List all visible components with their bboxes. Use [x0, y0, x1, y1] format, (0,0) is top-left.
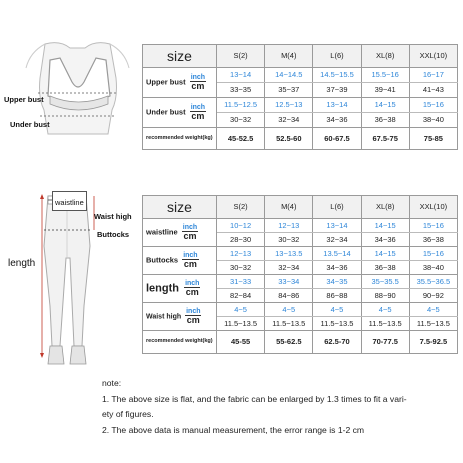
row-length: length inch cm	[143, 275, 217, 303]
table-cell: 39~41	[361, 83, 409, 98]
under-bust-label: Under bust	[10, 120, 50, 129]
table-cell: 14.5~15.5	[313, 68, 361, 83]
table-cell: 15~16	[409, 98, 457, 113]
table-cell: 41~43	[409, 83, 457, 98]
table-cell: 30~32	[217, 261, 265, 275]
upper-bust-label: Upper bust	[4, 95, 44, 104]
table-cell: 36~38	[409, 233, 457, 247]
table-cell: 52.5-60	[265, 128, 313, 150]
notes-title: note:	[102, 378, 122, 388]
table-cell: 12~13	[265, 219, 313, 233]
table-cell: 34~36	[313, 261, 361, 275]
table-cell: 33~35	[217, 83, 265, 98]
table-cell: 37~39	[313, 83, 361, 98]
table-cell: 45-55	[217, 331, 265, 354]
table-cell: 11.5~13.5	[409, 317, 457, 331]
note-2: 2. The above data is manual measurement, the error range is 1-2 cm	[102, 424, 365, 435]
table-cell: 4~5	[409, 303, 457, 317]
table-cell: 15.5~16	[361, 68, 409, 83]
table-cell: 4~5	[313, 303, 361, 317]
table-cell: 90~92	[409, 289, 457, 303]
table-cell: 13~14	[313, 98, 361, 113]
table-cell: 16~17	[409, 68, 457, 83]
row-buttocks: Buttocks inch cm	[143, 247, 217, 275]
table-cell: 32~34	[265, 261, 313, 275]
table-cell: 11.5~12.5	[217, 98, 265, 113]
top-size-table	[142, 44, 458, 150]
header-s: S(2)	[217, 45, 265, 68]
table-cell: 35~35.5	[361, 275, 409, 289]
table-cell: 31~33	[217, 275, 265, 289]
table-cell: 11.5~13.5	[265, 317, 313, 331]
table-cell: 15~16	[409, 247, 457, 261]
table-cell: 84~86	[265, 289, 313, 303]
bottom-size-table	[142, 195, 458, 354]
table-cell: 34~36	[313, 113, 361, 128]
waistline-label: waistline	[55, 198, 84, 207]
header-size: size	[143, 45, 217, 68]
table-cell: 15~16	[409, 219, 457, 233]
table-cell: 14~15	[361, 98, 409, 113]
header-m: M(4)	[265, 196, 313, 219]
leggings-illustration	[34, 186, 100, 372]
table-cell: 35~37	[265, 83, 313, 98]
table-cell: 11.5~13.5	[217, 317, 265, 331]
table-cell: 36~38	[361, 113, 409, 128]
table-cell: 45-52.5	[217, 128, 265, 150]
table-cell: 62.5-70	[313, 331, 361, 354]
header-xl: XL(8)	[361, 45, 409, 68]
table-cell: 4~5	[265, 303, 313, 317]
table-cell: 82~84	[217, 289, 265, 303]
table-cell: 60-67.5	[313, 128, 361, 150]
unit-fraction: inch cm	[186, 308, 201, 325]
table-cell: 35.5~36.5	[409, 275, 457, 289]
row-waist-high: Waist high inch cm	[143, 303, 217, 331]
table-cell: 13~14	[313, 219, 361, 233]
waistline-label-box	[52, 191, 87, 211]
header-xxl: XXL(10)	[409, 196, 457, 219]
table-cell: 38~40	[409, 261, 457, 275]
table-cell: 32~34	[313, 233, 361, 247]
table-cell: 86~88	[313, 289, 361, 303]
row-waistline: waistline inch cm	[143, 219, 217, 247]
header-xxl: XXL(10)	[409, 45, 457, 68]
table-cell: 70-77.5	[361, 331, 409, 354]
unit-fraction: inch cm	[182, 224, 198, 241]
note-1: 1. The above size is flat, and the fabric can be enlarged by 1.3 times to fit a vari-	[102, 393, 407, 404]
header-xl: XL(8)	[361, 196, 409, 219]
table-cell: 32~34	[265, 113, 313, 128]
table-cell: 12~13	[217, 247, 265, 261]
header-m: M(4)	[265, 45, 313, 68]
header-size: size	[143, 196, 217, 219]
table-cell: 11.5~13.5	[361, 317, 409, 331]
notes-section	[102, 376, 452, 438]
table-cell: 13~14	[217, 68, 265, 83]
table-cell: 34~35	[313, 275, 361, 289]
table-cell: 88~90	[361, 289, 409, 303]
table-cell: 30~32	[265, 233, 313, 247]
table-cell: 14~15	[361, 247, 409, 261]
table-cell: 67.5-75	[361, 128, 409, 150]
row-recommended-weight: recommended weight(kg)	[143, 128, 217, 150]
table-cell: 13.5~14	[313, 247, 361, 261]
waist-high-label: Waist high	[94, 212, 132, 221]
unit-fraction: inch cm	[185, 280, 200, 297]
table-cell: 36~38	[361, 261, 409, 275]
header-s: S(2)	[217, 196, 265, 219]
table-cell: 4~5	[361, 303, 409, 317]
header-l: L(6)	[313, 45, 361, 68]
table-cell: 28~30	[217, 233, 265, 247]
length-label: length	[8, 258, 36, 269]
unit-fraction: inch cm	[190, 74, 206, 91]
table-cell: 13~13.5	[265, 247, 313, 261]
table-cell: 14~14.5	[265, 68, 313, 83]
leggings-figure	[34, 186, 100, 372]
table-cell: 11.5~13.5	[313, 317, 361, 331]
row-under-bust: Under bust inch cm	[143, 98, 217, 128]
table-cell: 30~32	[217, 113, 265, 128]
note-1-continued: ety of figures.	[102, 409, 154, 419]
table-cell: 7.5-92.5	[409, 331, 457, 354]
table-cell: 14~15	[361, 219, 409, 233]
buttocks-label: Buttocks	[97, 230, 130, 239]
table-cell: 34~36	[361, 233, 409, 247]
table-cell: 75-85	[409, 128, 457, 150]
unit-fraction: inch cm	[183, 252, 198, 269]
header-l: L(6)	[313, 196, 361, 219]
table-cell: 33~34	[265, 275, 313, 289]
table-cell: 38~40	[409, 113, 457, 128]
table-cell: 12.5~13	[265, 98, 313, 113]
row-upper-bust: Upper bust inch cm	[143, 68, 217, 98]
table-cell: 55-62.5	[265, 331, 313, 354]
table-cell: 4~5	[217, 303, 265, 317]
row-recommended-weight: recommended weight(kg)	[143, 331, 217, 354]
unit-fraction: inch cm	[190, 104, 206, 121]
table-cell: 10~12	[217, 219, 265, 233]
